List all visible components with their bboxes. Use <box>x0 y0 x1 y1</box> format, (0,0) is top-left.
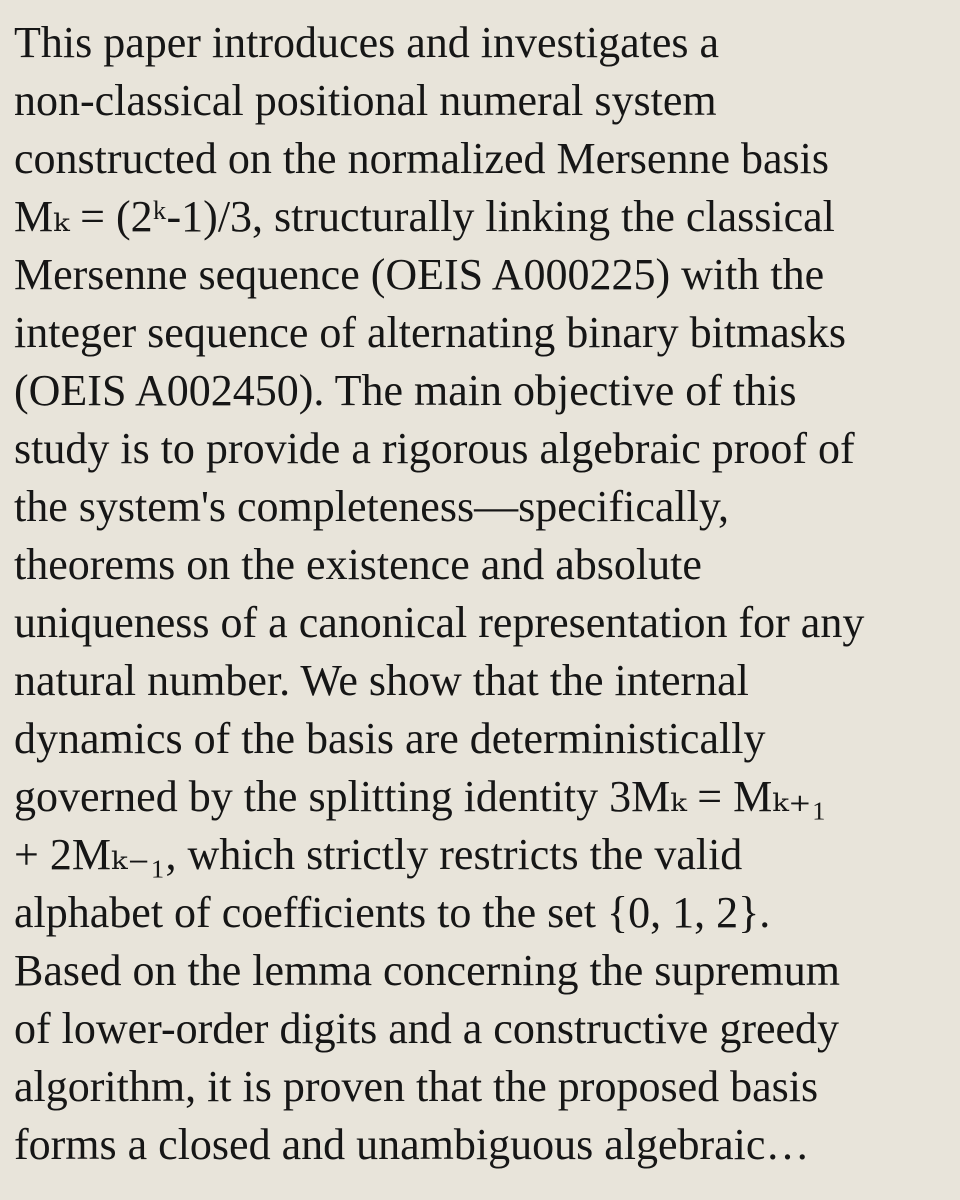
abstract-line: governed by the splitting identity 3Mₖ = Mₖ₊₁ <box>14 772 827 821</box>
abstract-line: This paper introduces and investigates a <box>14 18 720 67</box>
abstract-line: + 2Mₖ₋₁, which strictly restricts the valid <box>14 830 743 879</box>
abstract-line: theorems on the existence and absolute <box>14 540 702 589</box>
abstract-line: Mersenne sequence (OEIS A000225) with the <box>14 250 825 299</box>
abstract-line: forms a closed and unambiguous algebraic… <box>14 1120 810 1169</box>
abstract-line: dynamics of the basis are deterministically <box>14 714 766 763</box>
abstract-line: non-classical positional numeral system <box>14 76 717 125</box>
abstract-line: alphabet of coefficients to the set {0, 1, 2}. <box>14 888 771 937</box>
abstract-line: algorithm, it is proven that the proposed basis <box>14 1062 819 1111</box>
abstract-text <box>14 14 946 1174</box>
abstract-line: natural number. We show that the internal <box>14 656 749 705</box>
abstract-line: study is to provide a rigorous algebraic proof of <box>14 424 855 473</box>
abstract-line: the system's completeness—specifically, <box>14 482 729 531</box>
abstract-line: of lower-order digits and a constructive greedy <box>14 1004 840 1053</box>
abstract-line: constructed on the normalized Mersenne basis <box>14 134 829 183</box>
abstract-line: Mₖ = (2ᵏ-1)/3, structurally linking the classical <box>14 192 835 241</box>
abstract-line: (OEIS A002450). The main objective of this <box>14 366 797 415</box>
abstract-line: uniqueness of a canonical representation for any <box>14 598 865 647</box>
abstract-line: integer sequence of alternating binary bitmasks <box>14 308 847 357</box>
abstract-line: Based on the lemma concerning the supremum <box>14 946 840 995</box>
